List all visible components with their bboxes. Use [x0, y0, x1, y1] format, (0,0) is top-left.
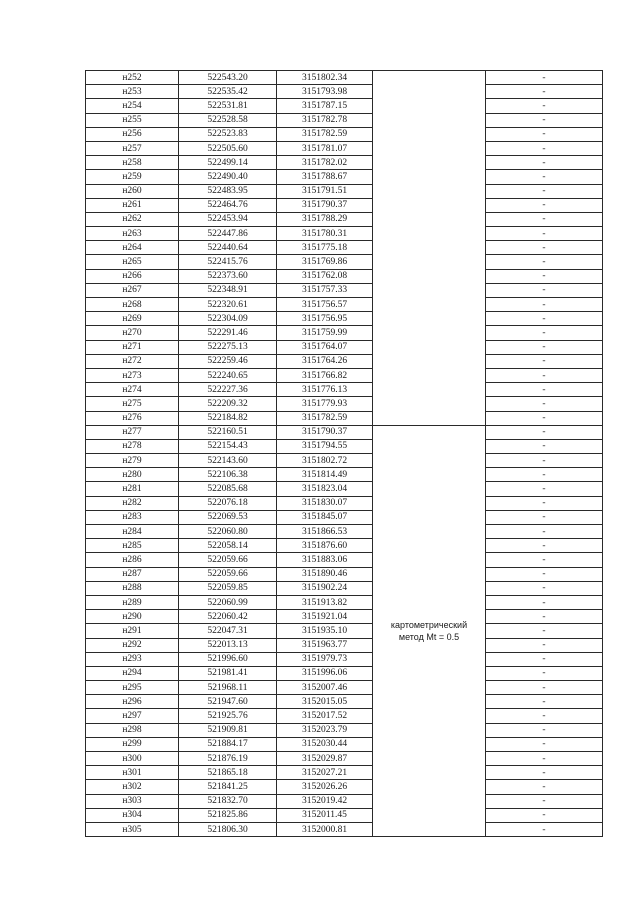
point-id-cell: н294 — [86, 666, 179, 680]
point-id-cell: н286 — [86, 553, 179, 567]
table-row — [86, 241, 603, 255]
table-row — [86, 681, 603, 695]
note-cell: - — [486, 553, 603, 567]
x-coordinate-cell: 522275.13 — [179, 340, 277, 354]
point-id-cell: н254 — [86, 99, 179, 113]
x-coordinate-cell: 522058.14 — [179, 539, 277, 553]
y-coordinate-cell: 3151921.04 — [277, 610, 373, 624]
x-coordinate-cell: 522531.81 — [179, 99, 277, 113]
x-coordinate-cell: 522523.83 — [179, 127, 277, 141]
table-row — [86, 397, 603, 411]
note-cell: - — [486, 340, 603, 354]
y-coordinate-cell: 3151757.33 — [277, 283, 373, 297]
note-cell: - — [486, 439, 603, 453]
point-id-cell: н282 — [86, 496, 179, 510]
table-row — [86, 482, 603, 496]
point-id-cell: н296 — [86, 695, 179, 709]
point-id-cell: н292 — [86, 638, 179, 652]
table-row — [86, 808, 603, 822]
note-cell: - — [486, 539, 603, 553]
x-coordinate-cell: 522499.14 — [179, 156, 277, 170]
x-coordinate-cell: 521925.76 — [179, 709, 277, 723]
point-id-cell: н297 — [86, 709, 179, 723]
note-cell: - — [486, 794, 603, 808]
note-cell: - — [486, 354, 603, 368]
note-cell: - — [486, 780, 603, 794]
note-cell: - — [486, 298, 603, 312]
note-cell: - — [486, 766, 603, 780]
x-coordinate-cell: 521909.81 — [179, 723, 277, 737]
y-coordinate-cell: 3152030.44 — [277, 737, 373, 751]
point-id-cell: н302 — [86, 780, 179, 794]
y-coordinate-cell: 3151791.51 — [277, 184, 373, 198]
note-cell: - — [486, 269, 603, 283]
table-row — [86, 454, 603, 468]
y-coordinate-cell: 3151782.59 — [277, 127, 373, 141]
method-text-line1: картометрический — [390, 619, 468, 630]
x-coordinate-cell: 522543.20 — [179, 71, 277, 85]
y-coordinate-cell: 3151779.93 — [277, 397, 373, 411]
note-cell: - — [486, 113, 603, 127]
point-id-cell: н271 — [86, 340, 179, 354]
note-cell: - — [486, 581, 603, 595]
y-coordinate-cell: 3151883.06 — [277, 553, 373, 567]
point-id-cell: н291 — [86, 624, 179, 638]
y-coordinate-cell: 3151782.02 — [277, 156, 373, 170]
note-cell: - — [486, 638, 603, 652]
y-coordinate-cell: 3152029.87 — [277, 752, 373, 766]
point-id-cell: н305 — [86, 822, 179, 836]
x-coordinate-cell: 522060.80 — [179, 525, 277, 539]
point-id-cell: н272 — [86, 354, 179, 368]
x-coordinate-cell: 522013.13 — [179, 638, 277, 652]
point-id-cell: н274 — [86, 383, 179, 397]
y-coordinate-cell: 3151775.18 — [277, 241, 373, 255]
y-coordinate-cell: 3151996.06 — [277, 666, 373, 680]
note-cell: - — [486, 255, 603, 269]
table-row — [86, 666, 603, 680]
table-row — [86, 354, 603, 368]
point-id-cell: н276 — [86, 411, 179, 425]
y-coordinate-cell: 3151788.67 — [277, 170, 373, 184]
note-cell: - — [486, 610, 603, 624]
table-row — [86, 624, 603, 638]
table-row — [86, 553, 603, 567]
y-coordinate-cell: 3151790.37 — [277, 425, 373, 439]
x-coordinate-cell: 522059.66 — [179, 567, 277, 581]
y-coordinate-cell: 3151890.46 — [277, 567, 373, 581]
point-id-cell: н289 — [86, 595, 179, 609]
note-cell: - — [486, 595, 603, 609]
note-cell: - — [486, 681, 603, 695]
y-coordinate-cell: 3151793.98 — [277, 85, 373, 99]
x-coordinate-cell: 522464.76 — [179, 198, 277, 212]
note-cell: - — [486, 141, 603, 155]
note-cell: - — [486, 695, 603, 709]
y-coordinate-cell: 3151762.08 — [277, 269, 373, 283]
x-coordinate-cell: 522483.95 — [179, 184, 277, 198]
table-row — [86, 695, 603, 709]
y-coordinate-cell: 3151802.34 — [277, 71, 373, 85]
y-coordinate-cell: 3152023.79 — [277, 723, 373, 737]
y-coordinate-cell: 3151963.77 — [277, 638, 373, 652]
point-id-cell: н290 — [86, 610, 179, 624]
point-id-cell: н283 — [86, 510, 179, 524]
y-coordinate-cell: 3151876.60 — [277, 539, 373, 553]
y-coordinate-cell: 3151830.07 — [277, 496, 373, 510]
note-cell: - — [486, 496, 603, 510]
y-coordinate-cell: 3151766.82 — [277, 368, 373, 382]
note-cell: - — [486, 723, 603, 737]
note-cell: - — [486, 666, 603, 680]
note-cell: - — [486, 241, 603, 255]
point-id-cell: н279 — [86, 454, 179, 468]
note-cell: - — [486, 85, 603, 99]
point-id-cell: н303 — [86, 794, 179, 808]
point-id-cell: н252 — [86, 71, 179, 85]
point-id-cell: н285 — [86, 539, 179, 553]
note-cell: - — [486, 468, 603, 482]
point-id-cell: н300 — [86, 752, 179, 766]
table-row — [86, 156, 603, 170]
note-cell: - — [486, 709, 603, 723]
table-row — [86, 709, 603, 723]
x-coordinate-cell: 522440.64 — [179, 241, 277, 255]
table-row — [86, 595, 603, 609]
x-coordinate-cell: 522259.46 — [179, 354, 277, 368]
table-row — [86, 439, 603, 453]
note-cell: - — [486, 312, 603, 326]
coordinates-table-body — [86, 71, 603, 837]
y-coordinate-cell: 3151756.95 — [277, 312, 373, 326]
table-row — [86, 368, 603, 382]
point-id-cell: н295 — [86, 681, 179, 695]
table-row — [86, 212, 603, 226]
point-id-cell: н268 — [86, 298, 179, 312]
x-coordinate-cell: 522059.66 — [179, 553, 277, 567]
point-id-cell: н304 — [86, 808, 179, 822]
table-row — [86, 723, 603, 737]
x-coordinate-cell: 522373.60 — [179, 269, 277, 283]
table-row — [86, 539, 603, 553]
point-id-cell: н267 — [86, 283, 179, 297]
point-id-cell: н288 — [86, 581, 179, 595]
x-coordinate-cell: 521947.60 — [179, 695, 277, 709]
x-coordinate-cell: 522059.85 — [179, 581, 277, 595]
y-coordinate-cell: 3151764.26 — [277, 354, 373, 368]
x-coordinate-cell: 522154.43 — [179, 439, 277, 453]
point-id-cell: н277 — [86, 425, 179, 439]
y-coordinate-cell: 3151790.37 — [277, 198, 373, 212]
table-row — [86, 283, 603, 297]
table-row — [86, 141, 603, 155]
note-cell: - — [486, 227, 603, 241]
table-row — [86, 71, 603, 85]
table-row — [86, 312, 603, 326]
x-coordinate-cell: 522535.42 — [179, 85, 277, 99]
x-coordinate-cell: 521876.19 — [179, 752, 277, 766]
table-row — [86, 113, 603, 127]
y-coordinate-cell: 3152027.21 — [277, 766, 373, 780]
point-id-cell: н281 — [86, 482, 179, 496]
note-cell: - — [486, 156, 603, 170]
note-cell: - — [486, 652, 603, 666]
method-cell — [373, 425, 486, 836]
point-id-cell: н256 — [86, 127, 179, 141]
x-coordinate-cell: 522304.09 — [179, 312, 277, 326]
note-cell: - — [486, 198, 603, 212]
table-row — [86, 567, 603, 581]
y-coordinate-cell: 3151913.82 — [277, 595, 373, 609]
point-id-cell: н255 — [86, 113, 179, 127]
x-coordinate-cell: 522106.38 — [179, 468, 277, 482]
table-row — [86, 326, 603, 340]
point-id-cell: н284 — [86, 525, 179, 539]
x-coordinate-cell: 522085.68 — [179, 482, 277, 496]
y-coordinate-cell: 3151866.53 — [277, 525, 373, 539]
y-coordinate-cell: 3151979.73 — [277, 652, 373, 666]
x-coordinate-cell: 522069.53 — [179, 510, 277, 524]
y-coordinate-cell: 3151902.24 — [277, 581, 373, 595]
table-row — [86, 227, 603, 241]
point-id-cell: н253 — [86, 85, 179, 99]
x-coordinate-cell: 521832.70 — [179, 794, 277, 808]
table-row — [86, 780, 603, 794]
point-id-cell: н260 — [86, 184, 179, 198]
x-coordinate-cell: 522060.99 — [179, 595, 277, 609]
table-row — [86, 610, 603, 624]
point-id-cell: н269 — [86, 312, 179, 326]
x-coordinate-cell: 522060.42 — [179, 610, 277, 624]
x-coordinate-cell: 521981.41 — [179, 666, 277, 680]
y-coordinate-cell: 3151845.07 — [277, 510, 373, 524]
point-id-cell: н270 — [86, 326, 179, 340]
table-row — [86, 255, 603, 269]
y-coordinate-cell: 3152017.52 — [277, 709, 373, 723]
y-coordinate-cell: 3151935.10 — [277, 624, 373, 638]
y-coordinate-cell: 3151794.55 — [277, 439, 373, 453]
table-row — [86, 794, 603, 808]
point-id-cell: н265 — [86, 255, 179, 269]
note-cell: - — [486, 411, 603, 425]
table-row — [86, 752, 603, 766]
table-row — [86, 298, 603, 312]
x-coordinate-cell: 522143.60 — [179, 454, 277, 468]
note-cell: - — [486, 283, 603, 297]
point-id-cell: н263 — [86, 227, 179, 241]
point-id-cell: н278 — [86, 439, 179, 453]
x-coordinate-cell: 522528.58 — [179, 113, 277, 127]
note-cell: - — [486, 184, 603, 198]
x-coordinate-cell: 522240.65 — [179, 368, 277, 382]
note-cell: - — [486, 368, 603, 382]
point-id-cell: н280 — [86, 468, 179, 482]
note-cell: - — [486, 525, 603, 539]
x-coordinate-cell: 522447.86 — [179, 227, 277, 241]
note-cell: - — [486, 567, 603, 581]
y-coordinate-cell: 3151782.78 — [277, 113, 373, 127]
x-coordinate-cell: 522348.91 — [179, 283, 277, 297]
x-coordinate-cell: 521968.11 — [179, 681, 277, 695]
table-row — [86, 510, 603, 524]
y-coordinate-cell: 3152026.26 — [277, 780, 373, 794]
y-coordinate-cell: 3151780.31 — [277, 227, 373, 241]
x-coordinate-cell: 522505.60 — [179, 141, 277, 155]
y-coordinate-cell: 3152011.45 — [277, 808, 373, 822]
point-id-cell: н262 — [86, 212, 179, 226]
x-coordinate-cell: 522209.32 — [179, 397, 277, 411]
y-coordinate-cell: 3151802.72 — [277, 454, 373, 468]
x-coordinate-cell: 522320.61 — [179, 298, 277, 312]
note-cell: - — [486, 510, 603, 524]
method-text-line2: метод Mt = 0.5 — [398, 631, 460, 642]
note-cell: - — [486, 752, 603, 766]
y-coordinate-cell: 3152000.81 — [277, 822, 373, 836]
x-coordinate-cell: 522453.94 — [179, 212, 277, 226]
note-cell: - — [486, 624, 603, 638]
point-id-cell: н293 — [86, 652, 179, 666]
x-coordinate-cell: 521884.17 — [179, 737, 277, 751]
x-coordinate-cell: 522047.31 — [179, 624, 277, 638]
y-coordinate-cell: 3152015.05 — [277, 695, 373, 709]
table-row — [86, 340, 603, 354]
table-row — [86, 170, 603, 184]
point-id-cell: н264 — [86, 241, 179, 255]
y-coordinate-cell: 3151756.57 — [277, 298, 373, 312]
note-cell: - — [486, 326, 603, 340]
note-cell: - — [486, 71, 603, 85]
x-coordinate-cell: 522227.36 — [179, 383, 277, 397]
point-id-cell: н301 — [86, 766, 179, 780]
note-cell: - — [486, 822, 603, 836]
point-id-cell: н258 — [86, 156, 179, 170]
x-coordinate-cell: 521865.18 — [179, 766, 277, 780]
table-row — [86, 581, 603, 595]
table-row — [86, 411, 603, 425]
point-id-cell: н298 — [86, 723, 179, 737]
note-cell: - — [486, 454, 603, 468]
point-id-cell: н273 — [86, 368, 179, 382]
note-cell: - — [486, 425, 603, 439]
table-row — [86, 652, 603, 666]
table-row — [86, 766, 603, 780]
y-coordinate-cell: 3151823.04 — [277, 482, 373, 496]
y-coordinate-cell: 3151769.86 — [277, 255, 373, 269]
x-coordinate-cell: 522076.18 — [179, 496, 277, 510]
y-coordinate-cell: 3151764.07 — [277, 340, 373, 354]
x-coordinate-cell: 522415.76 — [179, 255, 277, 269]
y-coordinate-cell: 3151787.15 — [277, 99, 373, 113]
table-row — [86, 184, 603, 198]
note-cell: - — [486, 737, 603, 751]
y-coordinate-cell: 3151776.13 — [277, 383, 373, 397]
table-row — [86, 425, 603, 439]
y-coordinate-cell: 3152007.46 — [277, 681, 373, 695]
method-cell-blank — [373, 71, 486, 426]
table-row — [86, 496, 603, 510]
table-row — [86, 638, 603, 652]
note-cell: - — [486, 482, 603, 496]
y-coordinate-cell: 3152019.42 — [277, 794, 373, 808]
x-coordinate-cell: 522291.46 — [179, 326, 277, 340]
x-coordinate-cell: 522490.40 — [179, 170, 277, 184]
table-row — [86, 468, 603, 482]
y-coordinate-cell: 3151788.29 — [277, 212, 373, 226]
note-cell: - — [486, 127, 603, 141]
note-cell: - — [486, 808, 603, 822]
y-coordinate-cell: 3151782.59 — [277, 411, 373, 425]
note-cell: - — [486, 212, 603, 226]
table-row — [86, 269, 603, 283]
x-coordinate-cell: 521841.25 — [179, 780, 277, 794]
table-row — [86, 99, 603, 113]
y-coordinate-cell: 3151814.49 — [277, 468, 373, 482]
y-coordinate-cell: 3151781.07 — [277, 141, 373, 155]
note-cell: - — [486, 397, 603, 411]
table-row — [86, 198, 603, 212]
table-row — [86, 822, 603, 836]
table-row — [86, 127, 603, 141]
table-row — [86, 525, 603, 539]
point-id-cell: н257 — [86, 141, 179, 155]
point-id-cell: н275 — [86, 397, 179, 411]
x-coordinate-cell: 521806.30 — [179, 822, 277, 836]
point-id-cell: н287 — [86, 567, 179, 581]
table-row — [86, 737, 603, 751]
x-coordinate-cell: 522160.51 — [179, 425, 277, 439]
note-cell: - — [486, 383, 603, 397]
table-row — [86, 383, 603, 397]
x-coordinate-cell: 522184.82 — [179, 411, 277, 425]
x-coordinate-cell: 521825.86 — [179, 808, 277, 822]
y-coordinate-cell: 3151759.99 — [277, 326, 373, 340]
coordinates-table — [85, 70, 603, 837]
point-id-cell: н266 — [86, 269, 179, 283]
x-coordinate-cell: 521996.60 — [179, 652, 277, 666]
note-cell: - — [486, 99, 603, 113]
point-id-cell: н261 — [86, 198, 179, 212]
point-id-cell: н299 — [86, 737, 179, 751]
point-id-cell: н259 — [86, 170, 179, 184]
table-row — [86, 85, 603, 99]
note-cell: - — [486, 170, 603, 184]
